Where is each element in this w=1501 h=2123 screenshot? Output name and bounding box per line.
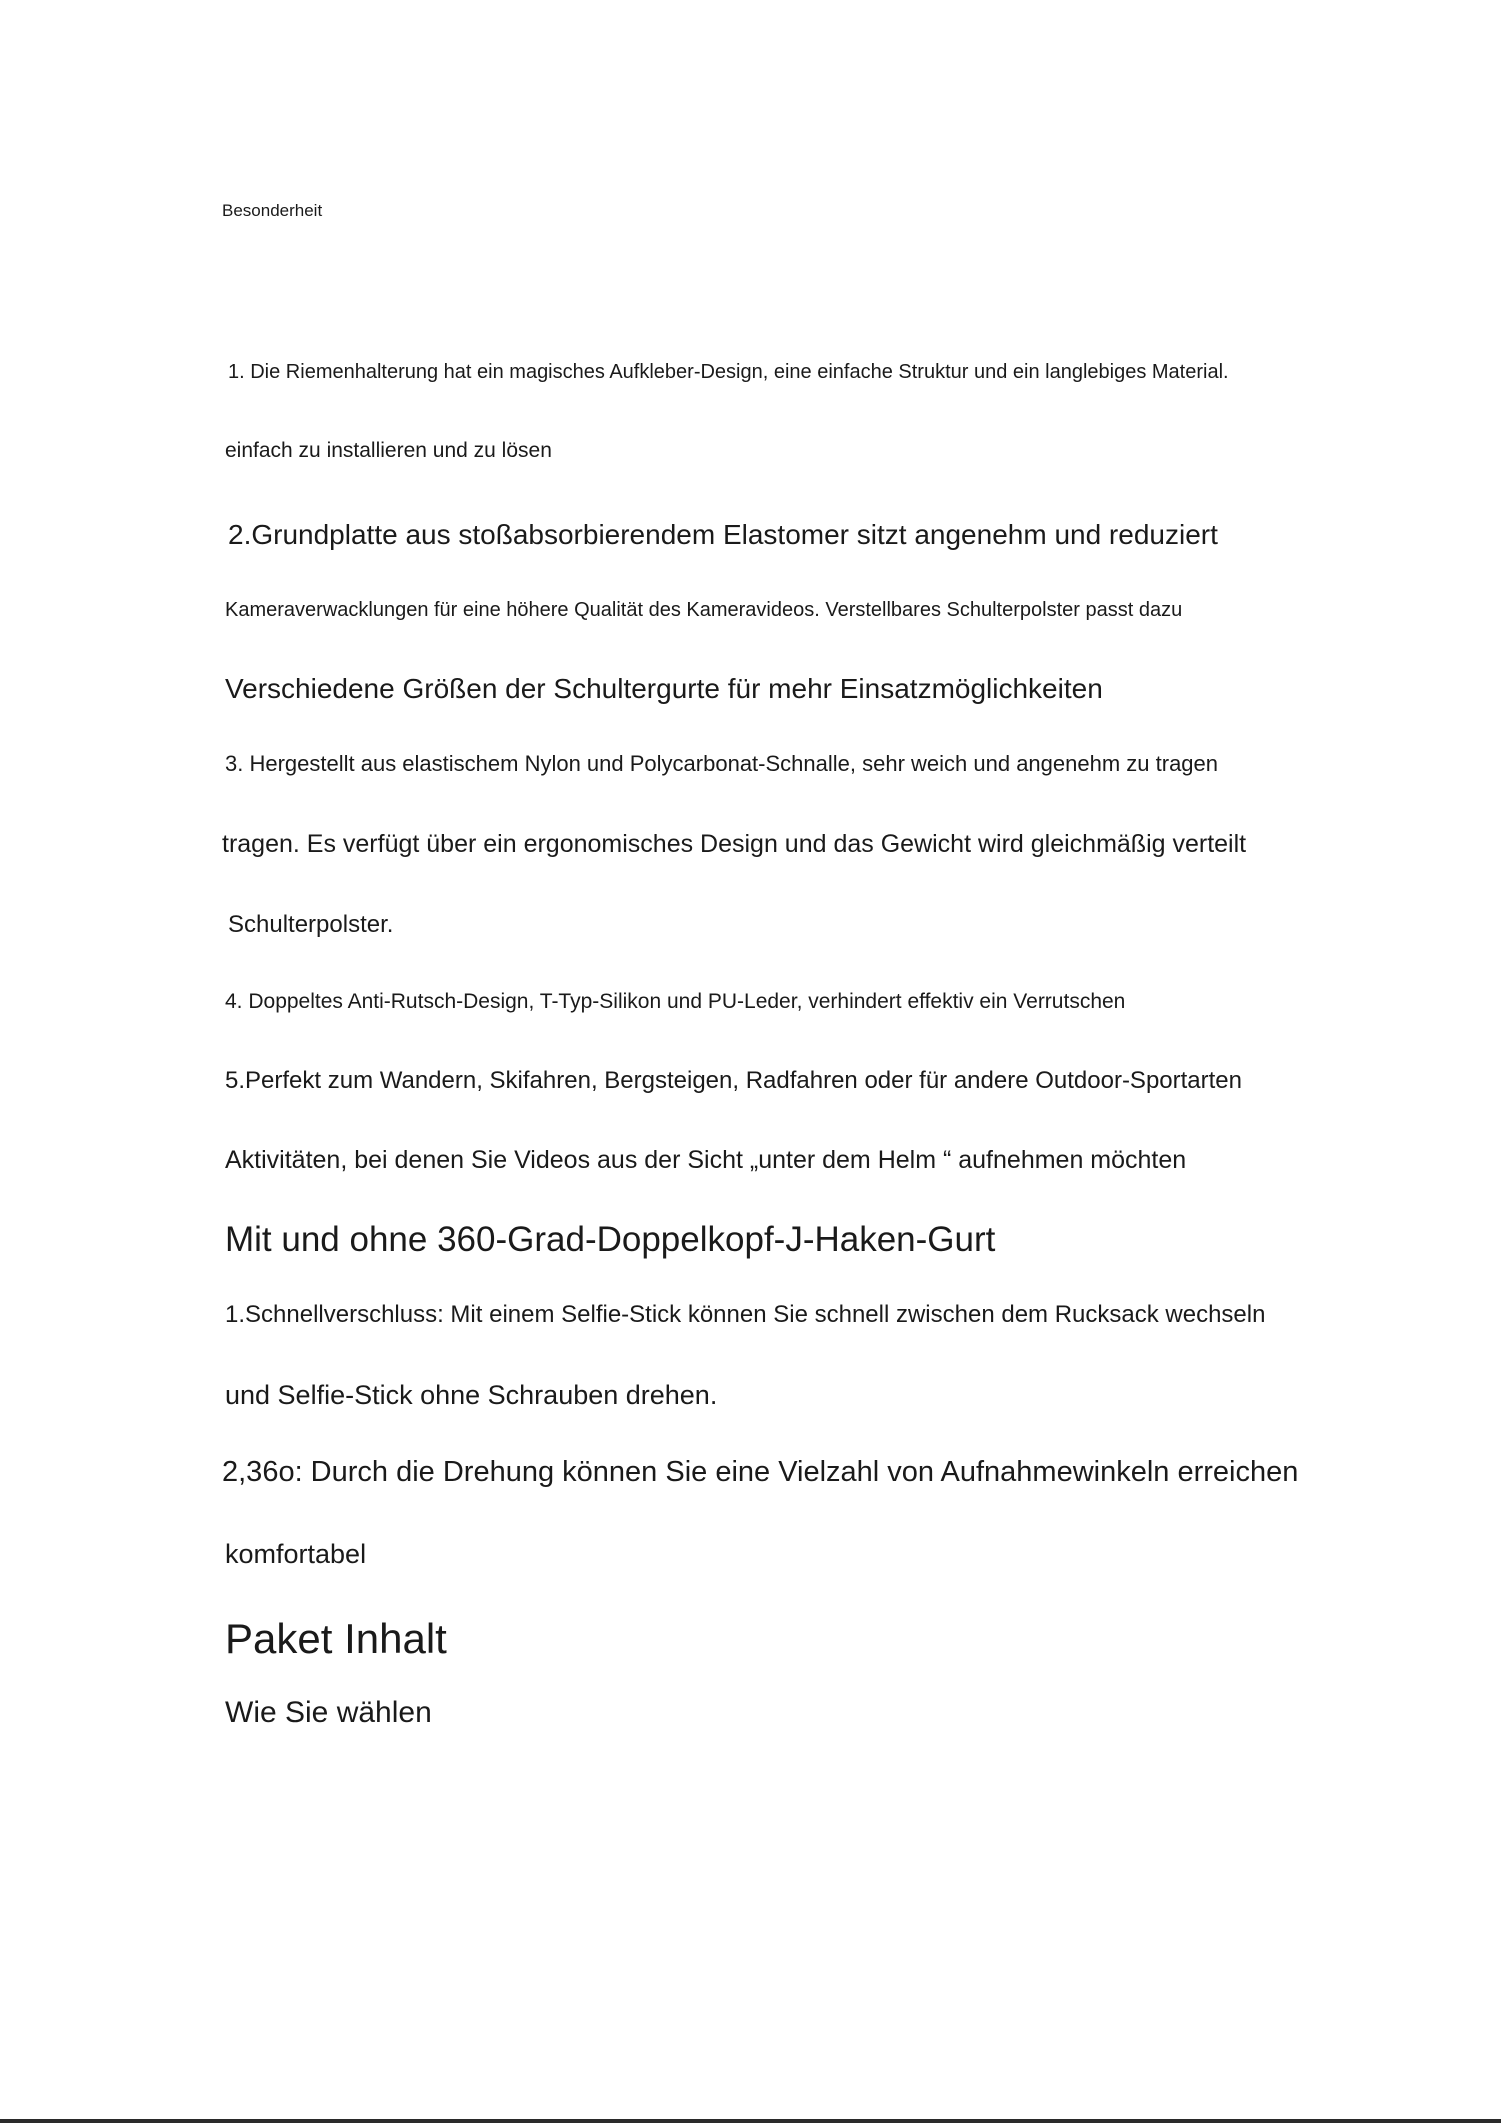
feature-line: Verschiedene Größen der Schultergurte für mehr Einsatzmöglichkeiten	[225, 673, 1103, 704]
feature-line: 2.Grundplatte aus stoßabsorbierendem Elastomer sitzt angenehm und reduziert	[228, 519, 1218, 550]
gurt-line: komfortabel	[225, 1539, 367, 1569]
gurt-line: und Selfie-Stick ohne Schrauben drehen.	[225, 1380, 718, 1410]
feature-line: tragen. Es verfügt über ein ergonomisches Design und das Gewicht wird gleichmäßig verteilt	[222, 830, 1247, 858]
section-label: Besonderheit	[222, 201, 323, 220]
gurt-line: 1.Schnellverschluss: Mit einem Selfie-Stick können Sie schnell zwischen dem Rucksack wechseln	[225, 1301, 1266, 1328]
feature-line: Aktivitäten, bei denen Sie Videos aus der Sicht „unter dem Helm “ aufnehmen möchten	[225, 1146, 1187, 1174]
feature-line: 5.Perfekt zum Wandern, Skifahren, Bergsteigen, Radfahren oder für andere Outdoor-Sportarten	[225, 1067, 1242, 1094]
sub-heading: Wie Sie wählen	[225, 1696, 432, 1729]
feature-line: Kameraverwacklungen für eine höhere Qualität des Kameravideos. Verstellbares Schulterpolster passt dazu	[225, 599, 1183, 621]
section-heading: Paket Inhalt	[225, 1615, 447, 1662]
gurt-line: 2,36o: Durch die Drehung können Sie eine Vielzahl von Aufnahmewinkeln erreichen	[222, 1456, 1299, 1488]
feature-line: 3. Hergestellt aus elastischem Nylon und Polycarbonat-Schnalle, sehr weich und angenehm zu tragen	[225, 751, 1219, 776]
feature-line: Schulterpolster.	[228, 911, 394, 938]
bottom-border	[0, 2119, 1501, 2123]
section-heading: Mit und ohne 360-Grad-Doppelkopf-J-Haken-Gurt	[225, 1220, 996, 1259]
feature-line: einfach zu installieren und zu lösen	[225, 439, 552, 462]
feature-line: 1. Die Riemenhalterung hat ein magisches Aufkleber-Design, eine einfache Struktur und ein langlebiges Material.	[228, 361, 1229, 383]
feature-line: 4. Doppeltes Anti-Rutsch-Design, T-Typ-Silikon und PU-Leder, verhindert effektiv ein Verrutschen	[225, 990, 1126, 1013]
